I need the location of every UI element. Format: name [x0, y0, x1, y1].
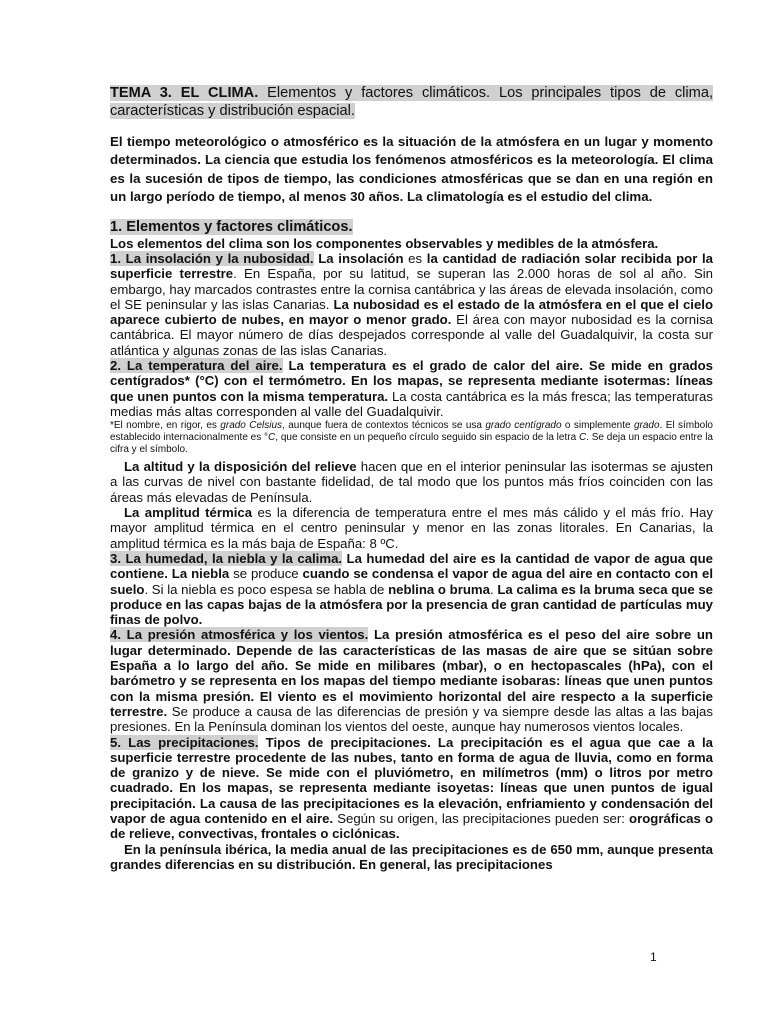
subheading-precipitaciones: 5. Las precipitaciones. [110, 734, 259, 750]
title-lead: TEMA 3. EL CLIMA. [110, 85, 259, 101]
subheading-presion: 4. La presión atmosférica y los vientos. [110, 627, 369, 643]
section-subtitle: Los elementos del clima son los componentes observables y medibles de la atmósfera. [110, 235, 659, 251]
page-number: 1 [650, 950, 657, 964]
intro-paragraph: El tiempo meteorológico o atmosférico es la situación de la atmósfera en un lugar y momento determinados. La ciencia que estudia los fenómenos atmosféricos es la meteorología. El clima es la sucesión de tipos de tiempo, las condiciones atmosféricas que se dan en una región en un largo período de tiempo, al menos 30 años. La climatología es el estudio del clima. [110, 134, 713, 205]
document-title [110, 84, 713, 120]
paragraph-presion: 4. La presión atmosférica y los vientos. La presión atmosférica es el peso del aire sobre un lugar determinado. Depende de las características de las masas de aire que se sitúan sobre España a lo largo del año. Se mide en milibares (mbar), o en hectopascales (hPa), con el barómetro y se representa en los mapas del tiempo mediante isobaras: líneas que unen puntos con la misma presión. El viento es el movimiento horizontal del aire respecto a la superficie terrestre. Se produce a causa de las diferencias de presión y va siempre desde las altas a las bajas presiones. En la Península dominan los vientos del oeste, aunque hay numerosos vientos locales. [110, 627, 713, 735]
paragraph-insolacion: 1. La insolación y la nubosidad. La insolación es la cantidad de radiación solar recibida por la superficie terrestre. En España, por su latitud, se superan las 2.000 horas de sol al año. Sin embargo, hay marcados contrastes entre la cornisa cantábrica y las áreas de elevada insolación, como el SE peninsular y las islas Canarias. La nubosidad es el estado de la atmósfera en el que el cielo aparece cubierto de nubes, en mayor o menor grado. El área con mayor nubosidad es la cornisa cantábrica. El mayor número de días despejados corresponde al valle del Guadalquivir, la costa sur atlántica y algunas zonas de las islas Canarias. [110, 250, 714, 358]
subheading-insolacion: 1. La insolación y la nubosidad. [110, 250, 314, 266]
footnote: *El nombre, en rigor, es grado Celsius, aunque fuera de contextos técnicos se usa grado centígrado o simplemente grado. El símbolo establecido internacionalmente es °C, que consiste en un pequeño círculo seguido sin espacio de la letra C. Se deja un espacio entre la cifra y el símbolo. [110, 420, 713, 456]
subheading-humedad: 3. La humedad, la niebla y la calima. [110, 550, 343, 566]
document-page [110, 84, 713, 872]
paragraph-precipitaciones: 5. Las precipitaciones. Tipos de precipitaciones. La precipitación es el agua que cae a la superficie terrestre procedente de las nubes, tanto en forma de agua de lluvia, como en forma de granizo y de nieve. Se mide con el pluviómetro, en milímetros (mm) o litros por metro cuadrado. En los mapas, se representa mediante isoyetas: líneas que unen puntos de igual precipitación. La causa de las precipitaciones es la elevación, enfriamiento y condensación del vapor de agua contenido en el aire. Según su origen, las precipitaciones pueden ser: orográficas o de relieve, convectivas, frontales o ciclónicas. [110, 734, 713, 842]
section-heading: 1. Elementos y factores climáticos. [110, 218, 353, 235]
title-rest: Elementos y factores climáticos. Los principales tipos de clima, características y distribución espacial. [110, 85, 713, 119]
subheading-temperatura: 2. La temperatura del aire. [110, 358, 283, 373]
paragraph-peninsula: En la península ibérica, la media anual de las precipitaciones es de 650 mm, aunque presenta grandes diferencias en su distribución. En general, las precipitaciones [110, 841, 713, 872]
paragraph-humedad: 3. La humedad, la niebla y la calima. La humedad del aire es la cantidad de vapor de agua que contiene. La niebla se produce cuando se condensa el vapor de agua del aire en contacto con el suelo. Si la niebla es poco espesa se habla de neblina o bruma. La calima es la bruma seca que se produce en las capas bajas de la atmósfera por la presencia de gran cantidad de partículas muy finas de polvo. [110, 550, 714, 628]
paragraph-amplitud: La amplitud térmica es la diferencia de temperatura entre el mes más cálido y el más frío. Hay mayor amplitud térmica en el centro peninsular y menor en las zonas litorales. En Canarias, la amplitud térmica es la más baja de España: 8 ºC. [110, 505, 713, 551]
paragraph-temperatura: 2. La temperatura del aire. La temperatura es el grado de calor del aire. Se mide en grados centígrados* (°C) con el termómetro. En los mapas, se representa mediante isotermas: líneas que unen puntos con la misma temperatura. La costa cantábrica es la más fresca; las temperaturas medias más altas corresponden al valle del Guadalquivir. [110, 358, 713, 419]
paragraph-altitud: La altitud y la disposición del relieve hacen que en el interior peninsular las isotermas se ajusten a las curvas de nivel con bastante fidelidad, de tal modo que los puntos más fríos coinciden con las áreas más elevadas de Península. [110, 459, 713, 505]
